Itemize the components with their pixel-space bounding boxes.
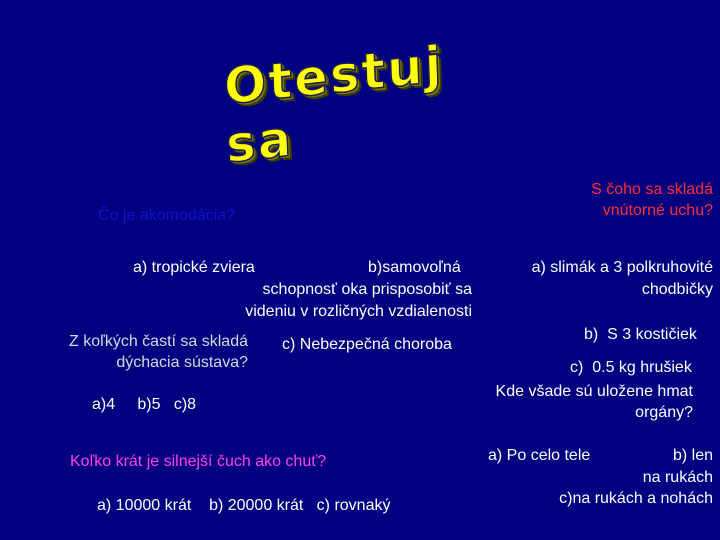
question-ucho-line2: vnútorné uchu? [602, 202, 713, 219]
answer-hmat-b-line2: na rukách [642, 469, 713, 486]
answer-akomodacia-b-line3: videniu v rozličných vzdialenosti [245, 303, 472, 320]
question-hmat-line1: Kde všade sú uložene hmat [495, 383, 693, 400]
question-dychacia-line1: Z koľkých častí sa skladá [69, 333, 248, 350]
question-dychacia-line2: dýchacia sústava? [116, 354, 248, 371]
answer-akomodacia-a: a) tropické zviera [133, 259, 255, 276]
answer-hmat-a: a) Po celo tele [488, 447, 591, 464]
answer-akomodacia-c: c) Nebezpečná choroba [282, 336, 452, 353]
answer-ucho-b: b) S 3 kostičiek [584, 326, 697, 343]
answers-dychacia: a)4 b)5 c)8 [92, 396, 197, 413]
answer-hmat-c: c)na rukách a nohách [559, 490, 713, 507]
question-akomodacia: Čo je akomodácia? [98, 207, 235, 224]
answer-ucho-a-line2: chodbičky [641, 281, 713, 298]
page-title: Otestuj sa [222, 34, 445, 175]
question-cuch: Koľko krát je silnejší čuch ako chuť? [70, 453, 327, 470]
question-ucho-line1: S čoho sa skladá [591, 181, 713, 198]
answers-cuch: a) 10000 krát b) 20000 krát c) rovnaký [97, 497, 391, 514]
answer-akomodacia-b-line2: schopnosť oka prisposobiť sa [262, 281, 472, 298]
answer-ucho-c: c) 0.5 kg hrušiek [570, 359, 692, 376]
question-hmat-line2: orgány? [635, 404, 693, 421]
answer-akomodacia-b-line1: b)samovoľná [368, 259, 461, 276]
answer-hmat-b-line1: b) len [672, 447, 713, 464]
title-word-art [222, 34, 465, 175]
answer-ucho-a-line1: a) slimák a 3 polkruhovité [531, 259, 713, 276]
